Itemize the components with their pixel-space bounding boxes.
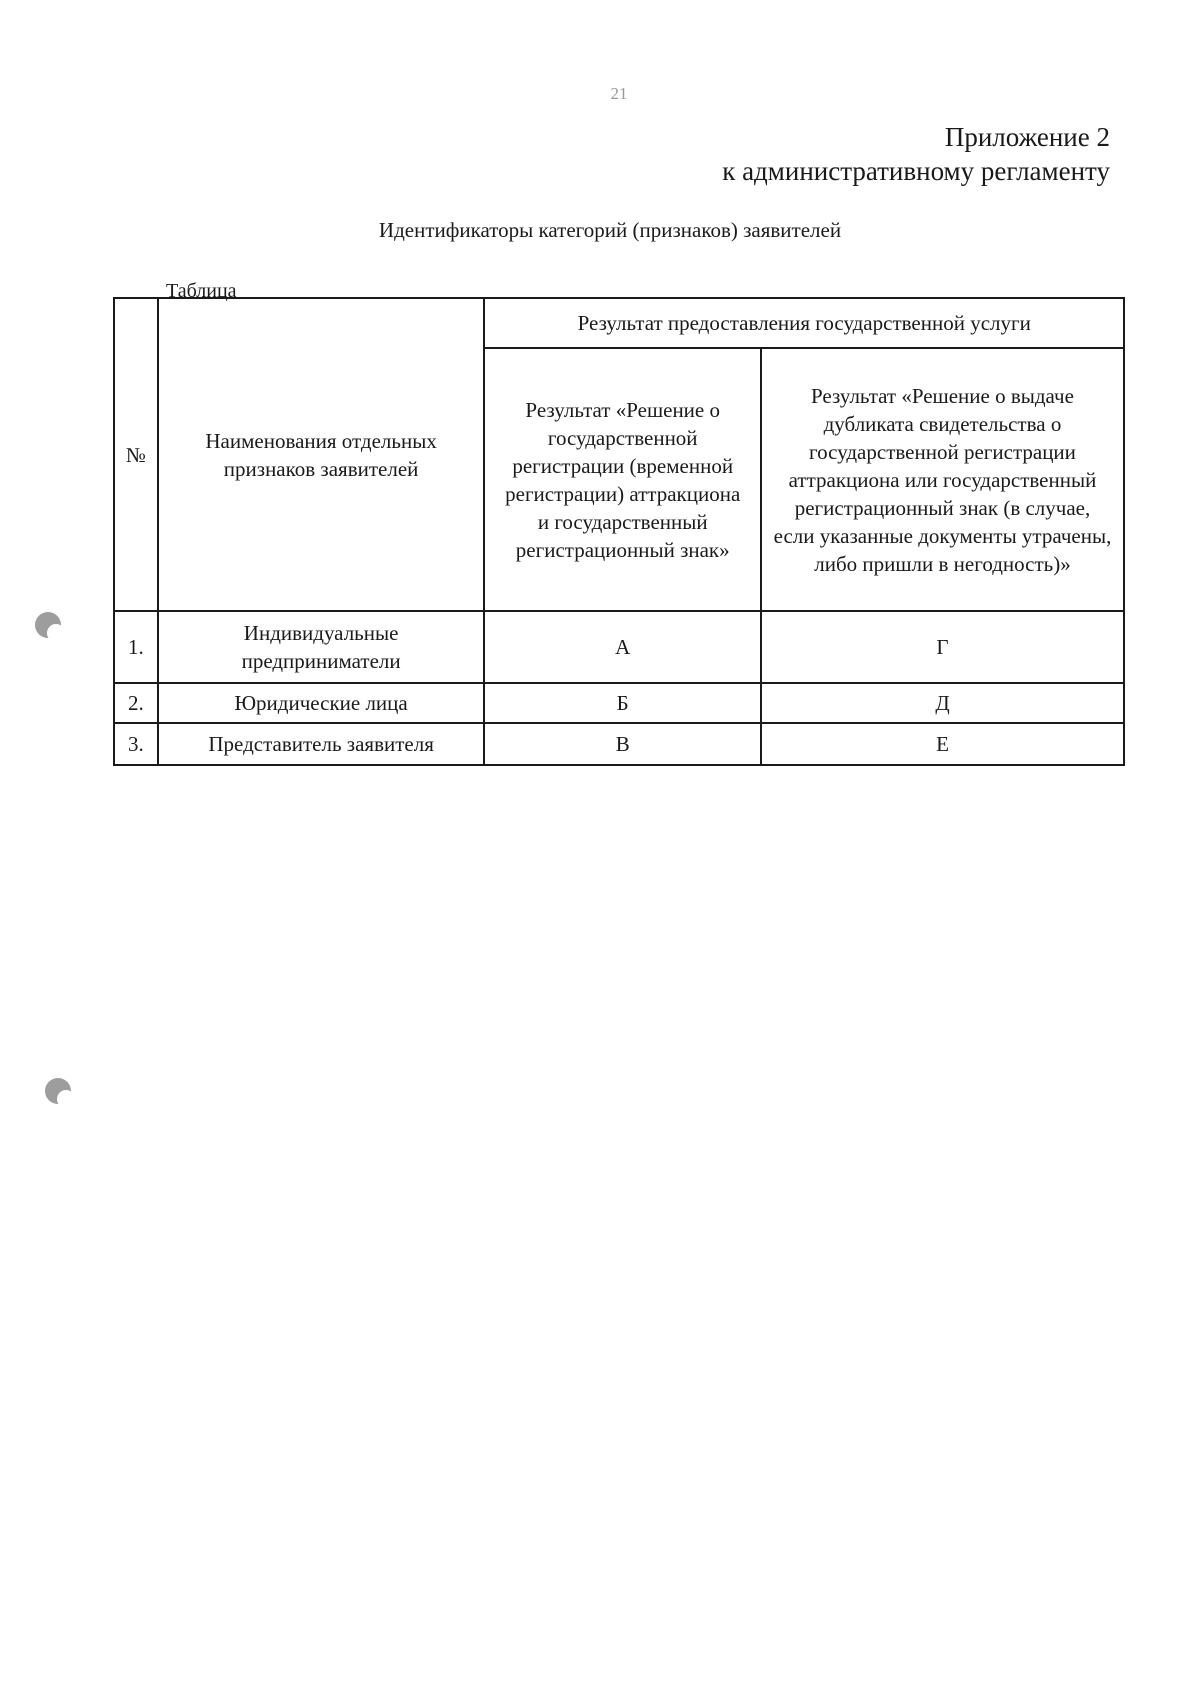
row-number: 3. bbox=[114, 723, 158, 765]
row-result-a: А bbox=[484, 611, 761, 683]
appendix-line-2: к административному регламенту bbox=[722, 156, 1110, 186]
table-header-row bbox=[114, 298, 1124, 348]
row-name: Индивидуальные предприниматели bbox=[158, 611, 485, 683]
applicant-categories-table bbox=[113, 297, 1125, 766]
table-row bbox=[114, 611, 1124, 683]
header-result-a: Результат «Решение о государственной регистрации (временной регистрации) аттракциона и государственный регистрационный знак» bbox=[484, 348, 761, 611]
row-name: Юридические лица bbox=[158, 683, 485, 723]
document-title: Идентификаторы категорий (признаков) заявителей bbox=[378, 218, 842, 242]
appendix-line-1: Приложение 2 bbox=[944, 122, 1110, 152]
header-result-group: Результат предоставления государственной услуги bbox=[484, 298, 1124, 348]
header-number: № bbox=[114, 298, 158, 611]
row-name: Представитель заявителя bbox=[158, 723, 485, 765]
header-name: Наименования отдельных признаков заявителей bbox=[158, 298, 485, 611]
page-number: 21 bbox=[610, 84, 628, 103]
row-number: 1. bbox=[114, 611, 158, 683]
table-row bbox=[114, 723, 1124, 765]
row-result-b: Д bbox=[761, 683, 1124, 723]
row-result-a: Б bbox=[484, 683, 761, 723]
punch-hole-mark-top bbox=[35, 612, 61, 638]
header-result-b: Результат «Решение о выдаче дубликата свидетельства о государственной регистрации аттракциона или государственный регистрационный знак (в случае, если указанные документы утрачены, либо пришли в негодность)» bbox=[761, 348, 1124, 611]
punch-hole-mark-bottom bbox=[45, 1078, 71, 1104]
row-result-b: Г bbox=[761, 611, 1124, 683]
row-number: 2. bbox=[114, 683, 158, 723]
row-result-a: В bbox=[484, 723, 761, 765]
table-row bbox=[114, 683, 1124, 723]
table-caption: Таблица bbox=[166, 280, 237, 302]
row-result-b: Е bbox=[761, 723, 1124, 765]
appendix-heading bbox=[722, 120, 1110, 188]
